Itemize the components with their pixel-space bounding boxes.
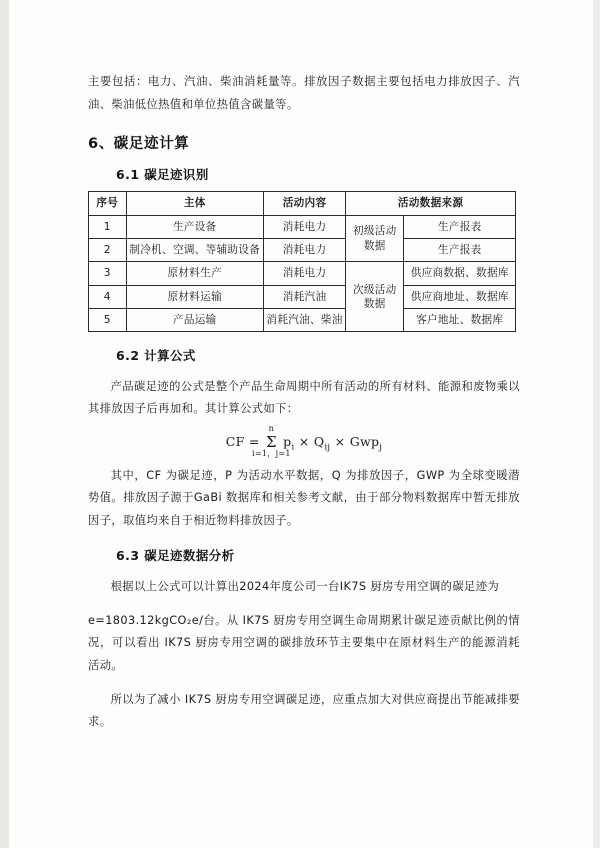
cell-activity: 消耗电力 (263, 239, 345, 262)
cell-activity: 消耗电力 (263, 262, 345, 285)
cell-source-detail: 生产报表 (404, 215, 516, 238)
formula-term-gwp: Gwp (349, 434, 380, 450)
section-6-title: 6、碳足迹计算 (88, 136, 190, 153)
header-subject: 主体 (126, 192, 263, 215)
intro-paragraph: 主要包括：电力、汽油、柴油消耗量等。排放因子数据主要包括电力排放因子、汽油、柴油低位热值和单位热值含碳量等。 (88, 75, 520, 111)
cell-subject: 产品运输 (126, 308, 263, 331)
section-6-3-paragraph-3: 所以为了减小 IK7S 厨房专用空调碳足迹，应重点加大对供应商提出节能减排要求。 (88, 692, 520, 729)
formula-term-gwp-sub: j (379, 442, 383, 453)
cell-activity: 消耗汽油、柴油 (263, 308, 345, 331)
table-row (89, 239, 516, 262)
cell-source-detail: 供应商地址、数据库 (404, 285, 516, 308)
section-6-1-title: 6.1 碳足迹识别 (116, 167, 209, 183)
cell-source-detail: 客户地址、数据库 (404, 308, 516, 331)
formula-term-q: Q (313, 434, 325, 450)
table-row (89, 285, 516, 308)
formula-term-p: p (283, 434, 292, 450)
formula-lhs: CF = (225, 434, 260, 450)
table-row (89, 262, 516, 285)
header-activity: 活动内容 (263, 192, 345, 215)
cell-activity: 消耗电力 (263, 215, 345, 238)
cell-subject: 原材料运输 (126, 285, 263, 308)
carbon-footprint-formula (88, 424, 520, 459)
cell-source-detail: 供应商数据、数据库 (404, 262, 516, 285)
scan-edge-left (0, 0, 9, 848)
cell-subject: 生产设备 (126, 215, 263, 238)
cell-no: 4 (89, 285, 127, 308)
formula-times-2: × (334, 434, 346, 450)
cell-no: 2 (89, 239, 127, 262)
cell-source-group-secondary: 次级活动数据 (346, 262, 404, 332)
section-6-3-title: 6.3 碳足迹数据分析 (116, 548, 235, 564)
cell-subject: 制冷机、空调、等辅助设备 (126, 239, 263, 262)
section-6-3-paragraph-2: e=1803.12kgCO₂e/台。从 IK7S 厨房专用空调生命周期累计碳足迹贡献比例的情况，可以看出 IK7S 厨房专用空调的碳排放环节主要集中在原材料生产的能源消耗活动。 (88, 613, 520, 672)
formula-term-p-sub: i (291, 442, 295, 453)
formula-times-1: × (298, 434, 310, 450)
cell-no: 1 (89, 215, 127, 238)
header-data-source: 活动数据来源 (346, 192, 516, 215)
section-6-2-title: 6.2 计算公式 (116, 348, 196, 364)
table-row (89, 308, 516, 331)
formula-term-q-sub: ij (324, 442, 331, 453)
section-6-3-paragraph-1: 根据以上公式可以计算出2024年度公司一台IK7S 厨房专用空调的碳足迹为 (110, 579, 500, 593)
sigma-icon: Σ (265, 433, 277, 452)
scan-edge-right (593, 0, 600, 848)
carbon-footprint-identification-table (88, 191, 516, 332)
cell-source-group-primary: 初级活动数据 (346, 215, 404, 262)
cell-subject: 原材料生产 (126, 262, 263, 285)
cell-no: 5 (89, 308, 127, 331)
formula-sigma-top: n (268, 424, 275, 434)
formula-sigma (252, 424, 291, 459)
formula-sigma-bottom: i=1，j=1 (252, 449, 291, 459)
section-6-2-paragraph-1: 产品碳足迹的公式是整个产品生命周期中所有活动的所有材料、能源和废物乘以其排放因子后再加和。其计算公式如下： (88, 379, 520, 416)
cell-source-detail: 生产报表 (404, 239, 516, 262)
table-row (89, 215, 516, 238)
header-no: 序号 (89, 192, 127, 215)
cell-no: 3 (89, 262, 127, 285)
cell-activity: 消耗汽油 (263, 285, 345, 308)
section-6-2-paragraph-2: 其中，CF 为碳足迹，P 为活动水平数据，Q 为排放因子，GWP 为全球变暖潜势值。排放因子源于GaBi 数据库和相关参考文献，由于部分物料数据库中暂无排放因子，取值均来自于相近物料排放因子。 (88, 468, 520, 527)
document-content (88, 60, 520, 745)
table-header-row (89, 192, 516, 215)
